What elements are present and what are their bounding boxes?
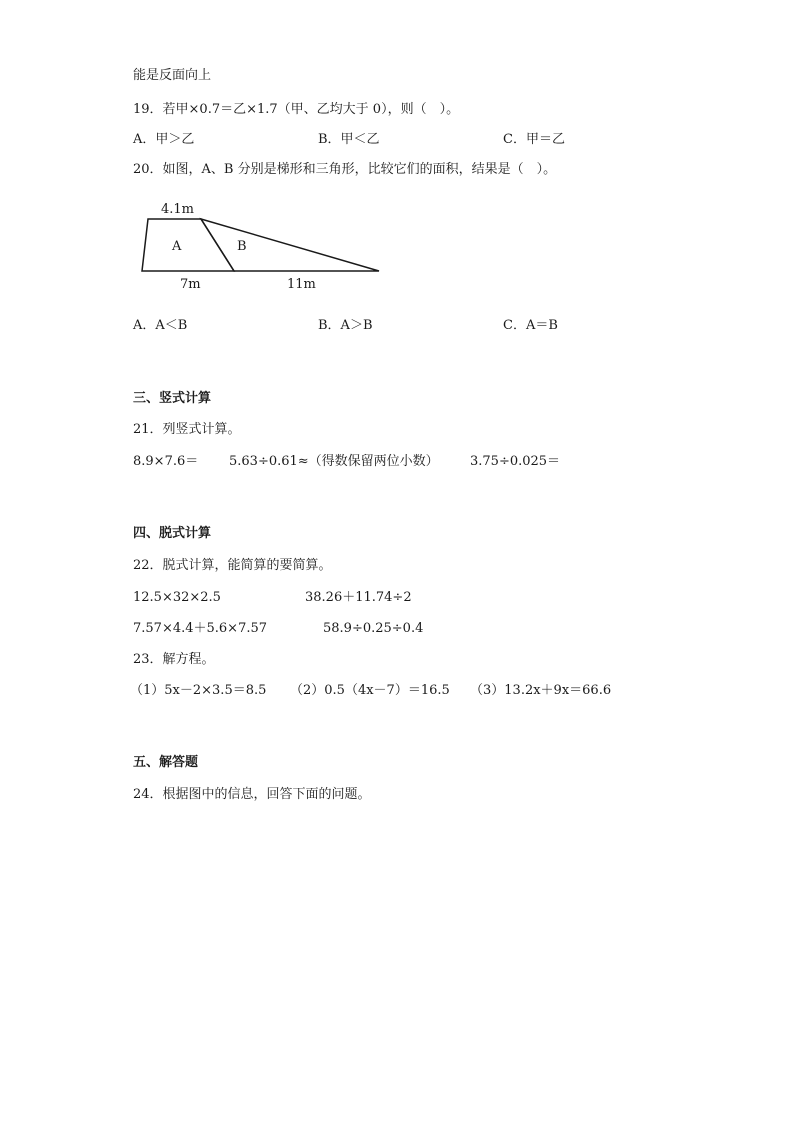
- q24-stem: 24．根据图中的信息，回答下面的问题。: [133, 787, 371, 802]
- q22-stem: 22．脱式计算，能简算的要简算。: [133, 558, 332, 573]
- q18-tail-text: 能是反面向上: [133, 68, 212, 83]
- q21-item-2: 5.63÷0.61≈（得数保留两位小数）: [229, 454, 439, 469]
- q22-item-1: 12.5×32×2.5: [133, 590, 221, 605]
- trapezoid-a-shape: [142, 219, 234, 271]
- q20-stem: 20．如图，A、B 分别是梯形和三角形，比较它们的面积，结果是（ ）。: [133, 162, 557, 177]
- triangle-b-shape: [201, 219, 379, 271]
- triangle-bottom-label: 11m: [287, 277, 316, 292]
- q21-item-3: 3.75÷0.025＝: [470, 454, 561, 469]
- q23-stem: 23．解方程。: [133, 652, 215, 667]
- q23-item-2: （2）0.5（4x－7）＝16.5: [290, 683, 450, 698]
- q21-stem: 21．列竖式计算。: [133, 422, 241, 437]
- triangle-label-b: B: [237, 239, 247, 254]
- section-4-heading: 四、脱式计算: [133, 526, 212, 541]
- q22-item-2: 38.26＋11.74÷2: [305, 590, 412, 605]
- trapezoid-label-a: A: [172, 239, 182, 254]
- q19-option-c: C．甲＝乙: [503, 132, 565, 147]
- q22-item-4: 58.9÷0.25÷0.4: [323, 621, 424, 636]
- trapezoid-bottom-label: 7m: [180, 277, 201, 292]
- q19-option-a: A．甲＞乙: [133, 132, 195, 147]
- q19-stem: 19．若甲×0.7＝乙×1.7（甲、乙均大于 0），则（ ）。: [133, 102, 460, 117]
- q19-option-b: B．甲＜乙: [318, 132, 380, 147]
- q21-item-1: 8.9×7.6＝: [133, 454, 199, 469]
- q20-option-c: C．A＝B: [503, 318, 558, 333]
- q22-item-3: 7.57×4.4＋5.6×7.57: [133, 621, 268, 636]
- q20-option-a: A．A＜B: [133, 318, 188, 333]
- q20-option-b: B．A＞B: [318, 318, 373, 333]
- section-3-heading: 三、竖式计算: [133, 391, 212, 406]
- trapezoid-top-label: 4.1m: [161, 202, 195, 217]
- section-5-heading: 五、解答题: [133, 755, 199, 770]
- q23-item-1: （1）5x－2×3.5＝8.5: [130, 683, 267, 698]
- q23-item-3: （3）13.2x＋9x＝66.6: [470, 683, 612, 698]
